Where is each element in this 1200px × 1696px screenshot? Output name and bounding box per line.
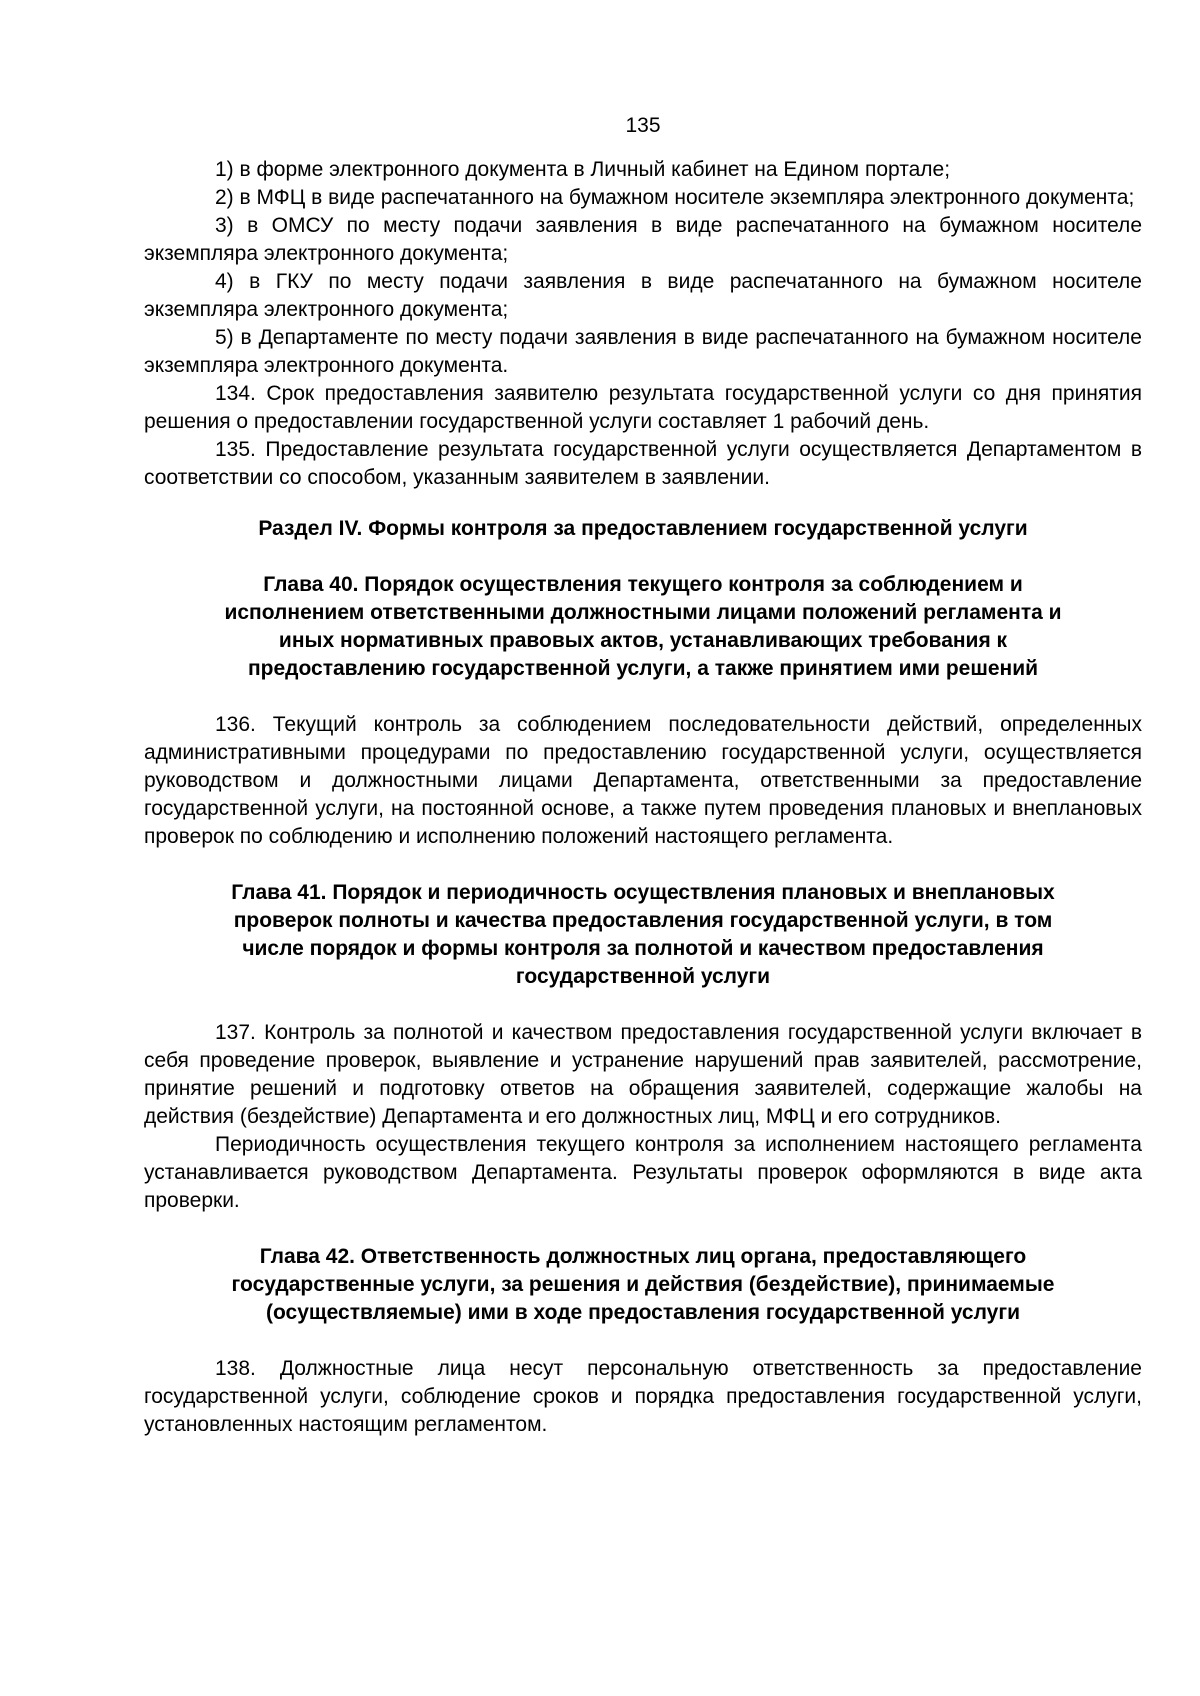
heading-line: Глава 40. Порядок осуществления текущего контроля за соблюдением и [263, 573, 1023, 596]
heading-line: Глава 41. Порядок и периодичность осуществления плановых и внеплановых [231, 881, 1055, 904]
section-heading: Раздел IV. Формы контроля за предоставлением государственной услуги [258, 517, 1028, 540]
heading-line: предоставлению государственной услуги, а также принятием ими решений [247, 657, 1039, 680]
heading-line: Глава 42. Ответственность должностных лиц органа, предоставляющего [259, 1245, 1027, 1268]
chapter-42-heading [144, 1243, 1142, 1327]
chapter-41-heading [144, 879, 1142, 991]
paragraph: 137. Контроль за полнотой и качеством предоставления государственной услуги включает в себя проведение проверок, выявление и устранение нарушений прав заявителей, рассмотрение, принятие решений и подготовку ответов на обращения заявителей, содержащие жалобы на действия (бездействие) Департамента и его должностных лиц, МФЦ и его сотрудников. [144, 1021, 1142, 1128]
paragraph: 134. Срок предоставления заявителю результата государственной услуги со дня принятия решения о предоставлении государственной услуги составляет 1 рабочий день. [144, 382, 1142, 433]
paragraph: Периодичность осуществления текущего контроля за исполнением настоящего регламента устанавливается руководством Департамента. Результаты проверок оформляются в виде акта проверки. [144, 1133, 1142, 1212]
page-number: 135 [625, 114, 661, 137]
heading-line: исполнением ответственными должностными лицами положений регламента и [224, 601, 1062, 624]
heading-line: иных нормативных правовых актов, устанавливающих требования к [278, 629, 1008, 652]
paragraph: 138. Должностные лица несут персональную ответственность за предоставление государственной услуги, соблюдение сроков и порядка предоставления государственной услуги, установленных настоящим регламентом. [144, 1357, 1142, 1436]
paragraph: 135. Предоставление результата государственной услуги осуществляется Департаментом в соответствии со способом, указанным заявителем в заявлении. [144, 438, 1142, 489]
paragraph: 5) в Департаменте по месту подачи заявления в виде распечатанного на бумажном носителе экземпляра электронного документа. [144, 326, 1142, 377]
heading-line: числе порядок и формы контроля за полнотой и качеством предоставления [242, 937, 1044, 960]
chapter-40-heading [144, 571, 1142, 683]
paragraph: 3) в ОМСУ по месту подачи заявления в виде распечатанного на бумажном носителе экземпляра электронного документа; [144, 214, 1142, 265]
paragraph: 2) в МФЦ в виде распечатанного на бумажном носителе экземпляра электронного документа; [215, 186, 1135, 209]
heading-line: проверок полноты и качества предоставления государственной услуги, в том [233, 909, 1053, 932]
heading-line: государственные услуги, за решения и действия (бездействие), принимаемые [231, 1273, 1055, 1296]
heading-line: государственной услуги [515, 965, 771, 988]
paragraph: 136. Текущий контроль за соблюдением последовательности действий, определенных административными процедурами по предоставлению государственной услуги, осуществляется руководством и должностными лицами Департамента, ответственными за предоставление государственной услуги, на постоянной основе, а также путем проведения плановых и внеплановых проверок по соблюдению и исполнению положений настоящего регламента. [144, 713, 1142, 848]
paragraph: 4) в ГКУ по месту подачи заявления в виде распечатанного на бумажном носителе экземпляра электронного документа; [144, 270, 1142, 321]
paragraph: 1) в форме электронного документа в Личный кабинет на Едином портале; [215, 158, 951, 181]
heading-line: (осуществляемые) ими в ходе предоставления государственной услуги [266, 1301, 1020, 1324]
document-page [144, 112, 1142, 1439]
